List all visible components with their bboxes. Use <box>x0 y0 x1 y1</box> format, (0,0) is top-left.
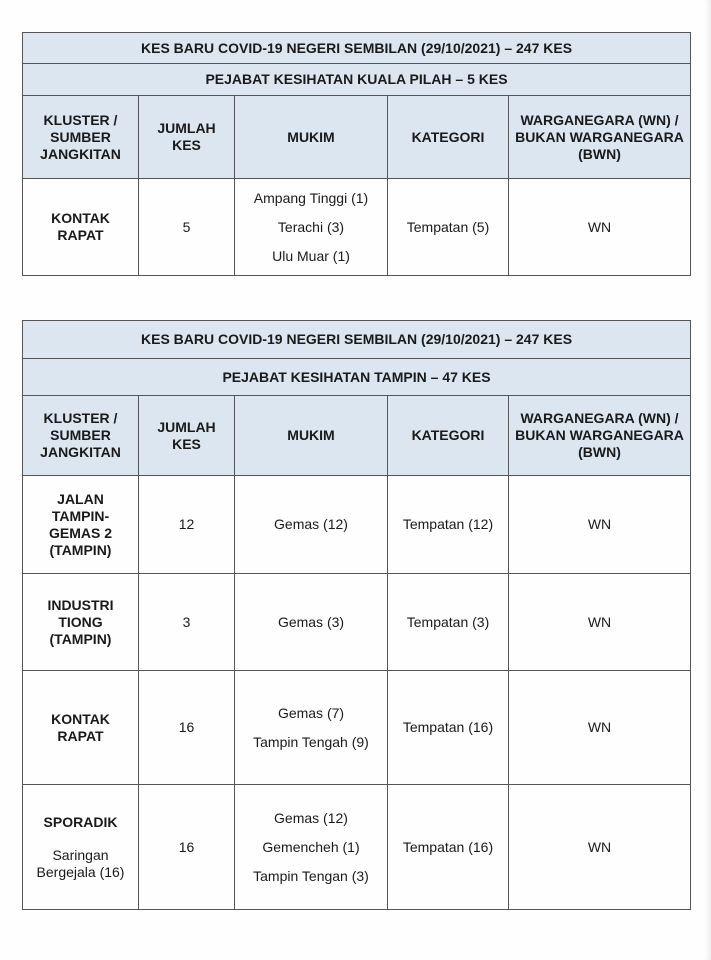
mukim-item: Tampin Tengah (9) <box>253 733 369 750</box>
jumlah-cell: 12 <box>139 476 235 574</box>
mukim-item: Gemas (3) <box>277 613 345 630</box>
jumlah-cell: 5 <box>139 179 235 276</box>
wn-cell: WN <box>509 476 691 574</box>
kluster-cell: INDUSTRI TIONG (TAMPIN) <box>23 574 139 671</box>
mukim-item: Tampin Tengan (3) <box>253 867 369 884</box>
kategori-cell: Tempatan (16) <box>388 671 509 785</box>
col-header-mukim: MUKIM <box>235 96 388 179</box>
kluster-cell: JALAN TAMPIN-GEMAS 2 (TAMPIN) <box>23 476 139 574</box>
table-row <box>23 574 691 671</box>
mukim-cell <box>235 574 388 671</box>
kluster-cell: KONTAK RAPAT <box>23 179 139 276</box>
col-header-kluster: KLUSTER / SUMBER JANGKITAN <box>23 96 139 179</box>
jumlah-cell: 16 <box>139 671 235 785</box>
col-header-kategori: KATEGORI <box>388 396 509 476</box>
table-title: KES BARU COVID-19 NEGERI SEMBILAN (29/10/2021) – 247 KES <box>23 321 691 359</box>
mukim-cell <box>235 785 388 910</box>
kategori-cell: Tempatan (3) <box>388 574 509 671</box>
mukim-item: Terachi (3) <box>277 218 345 235</box>
col-header-mukim: MUKIM <box>235 396 388 476</box>
tampin-table <box>22 320 691 910</box>
table-row <box>23 785 691 910</box>
mukim-cell <box>235 671 388 785</box>
kuala-pilah-table <box>22 32 691 276</box>
wn-cell: WN <box>509 671 691 785</box>
mukim-item: Gemencheh (1) <box>262 838 360 855</box>
mukim-item: Gemas (12) <box>274 809 348 826</box>
office-title: PEJABAT KESIHATAN TAMPIN – 47 KES <box>23 359 691 396</box>
col-header-kategori: KATEGORI <box>388 96 509 179</box>
kategori-cell: Tempatan (12) <box>388 476 509 574</box>
jumlah-cell: 3 <box>139 574 235 671</box>
kluster-label: SPORADIK <box>43 813 118 830</box>
mukim-item: Gemas (7) <box>277 704 345 721</box>
table-row <box>23 671 691 785</box>
mukim-item: Ampang Tinggi (1) <box>253 189 369 206</box>
col-header-kluster: KLUSTER / SUMBER JANGKITAN <box>23 396 139 476</box>
mukim-cell <box>235 476 388 574</box>
jumlah-cell: 16 <box>139 785 235 910</box>
mukim-cell <box>235 179 388 276</box>
kluster-note: Saringan Bergejala (16) <box>36 846 125 880</box>
col-header-wn: WARGANEGARA (WN) / BUKAN WARGANEGARA (BWN) <box>509 96 691 179</box>
mukim-item: Gemas (12) <box>274 516 348 532</box>
wn-cell: WN <box>509 574 691 671</box>
table-row <box>23 476 691 574</box>
wn-cell: WN <box>509 179 691 276</box>
col-header-wn: WARGANEGARA (WN) / BUKAN WARGANEGARA (BWN) <box>509 396 691 476</box>
kluster-cell: KONTAK RAPAT <box>23 671 139 785</box>
kategori-cell: Tempatan (5) <box>388 179 509 276</box>
col-header-jumlah: JUMLAH KES <box>139 96 235 179</box>
table-title: KES BARU COVID-19 NEGERI SEMBILAN (29/10/2021) – 247 KES <box>23 33 691 64</box>
kategori-cell: Tempatan (16) <box>388 785 509 910</box>
mukim-item: Ulu Muar (1) <box>272 247 350 264</box>
wn-cell: WN <box>509 785 691 910</box>
office-title: PEJABAT KESIHATAN KUALA PILAH – 5 KES <box>23 64 691 96</box>
kluster-cell <box>23 785 139 910</box>
table-row <box>23 179 691 276</box>
col-header-jumlah: JUMLAH KES <box>139 396 235 476</box>
